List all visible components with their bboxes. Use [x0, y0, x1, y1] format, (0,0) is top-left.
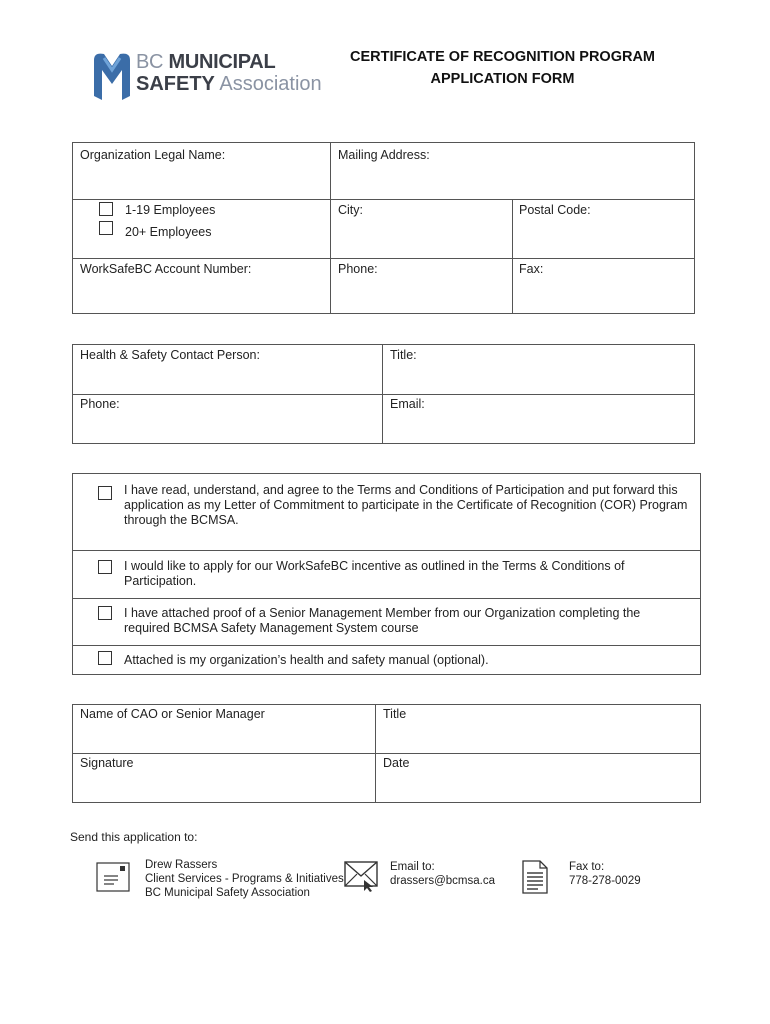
checkbox-agree-terms[interactable] [98, 486, 112, 500]
agreement-manual-text [124, 653, 489, 668]
agreement-incentive-line1: I would like to apply for our WorkSafeBC incentive as outlined in the Terms & Conditions of [124, 559, 625, 573]
organization-table [72, 142, 695, 314]
mail-letter-icon [96, 862, 130, 892]
contact-table [72, 344, 695, 444]
agreement-terms-line3: through the BCMSA. [124, 513, 239, 527]
fax-number: 778-278-0029 [569, 875, 641, 887]
fax-contact [569, 860, 641, 888]
mail-recipient [145, 858, 344, 900]
signature-label: Signature [80, 756, 134, 770]
postal-code-label: Postal Code: [519, 203, 591, 217]
checkbox-safety-manual[interactable] [98, 651, 112, 665]
agreement-terms-text [124, 483, 687, 528]
option-1-19-employees: 1-19 Employees [125, 203, 216, 217]
logo-bc: BC [136, 51, 164, 73]
checkbox-senior-management-proof[interactable] [98, 606, 112, 620]
agreement-terms-line1: I have read, understand, and agree to the Terms and Conditions of Participation and put forward this [124, 483, 678, 497]
contact-person-label: Health & Safety Contact Person: [80, 348, 260, 362]
email-contact [390, 860, 495, 888]
send-intro: Send this application to: [70, 830, 198, 844]
agreement-manual-line1: Attached is my organization’s health and safety manual (optional). [124, 653, 489, 667]
checkbox-20-plus-employees[interactable] [99, 221, 113, 235]
logo-municipal: MUNICIPAL [168, 51, 276, 73]
logo-association: Association [219, 73, 322, 95]
bcmsa-logo [92, 50, 322, 104]
agreement-incentive-text [124, 559, 625, 589]
city-label: City: [338, 203, 363, 217]
agreement-proof-line2: required BCMSA Safety Management System course [124, 621, 419, 635]
contact-phone-label: Phone: [80, 397, 120, 411]
email-address[interactable]: drassers@bcmsa.ca [390, 875, 495, 887]
option-20-plus-employees: 20+ Employees [125, 225, 212, 239]
agreement-proof-line1: I have attached proof of a Senior Management Member from our Organization completing the [124, 606, 641, 620]
org-legal-name-label: Organization Legal Name: [80, 148, 226, 162]
mail-recipient-role: Client Services - Programs & Initiatives [145, 873, 344, 885]
email-to-label: Email to: [390, 861, 435, 873]
worksafebc-account-label: WorkSafeBC Account Number: [80, 262, 252, 276]
mailing-address-label: Mailing Address: [338, 148, 430, 162]
checkbox-1-19-employees[interactable] [99, 202, 113, 216]
signoff-table [72, 704, 701, 803]
agreement-terms-line2: application as my Letter of Commitment to participate in the Certificate of Recognition (COR) Program [124, 498, 688, 512]
bcmsa-logo-mark-icon [92, 50, 132, 102]
date-label: Date [383, 756, 410, 770]
fax-to-label: Fax to: [569, 861, 605, 873]
fax-document-icon [522, 860, 548, 894]
contact-title-label: Title: [390, 348, 417, 362]
cao-name-label: Name of CAO or Senior Manager [80, 707, 265, 721]
agreements-table [72, 473, 701, 675]
envelope-icon [344, 860, 380, 892]
agreement-incentive-line2: Participation. [124, 574, 197, 588]
form-title-line2: APPLICATION FORM [430, 71, 575, 87]
form-title-line1: CERTIFICATE OF RECOGNITION PROGRAM [349, 49, 656, 65]
org-fax-label: Fax: [519, 262, 544, 276]
mail-recipient-name: Drew Rassers [145, 859, 218, 871]
agreement-proof-text [124, 606, 640, 636]
contact-email-label: Email: [390, 397, 425, 411]
signoff-title-label: Title [383, 707, 407, 721]
form-title [330, 46, 675, 90]
org-phone-label: Phone: [338, 262, 378, 276]
logo-safety: SAFETY [136, 73, 215, 95]
checkbox-worksafebc-incentive[interactable] [98, 560, 112, 574]
mail-recipient-org: BC Municipal Safety Association [145, 887, 310, 899]
